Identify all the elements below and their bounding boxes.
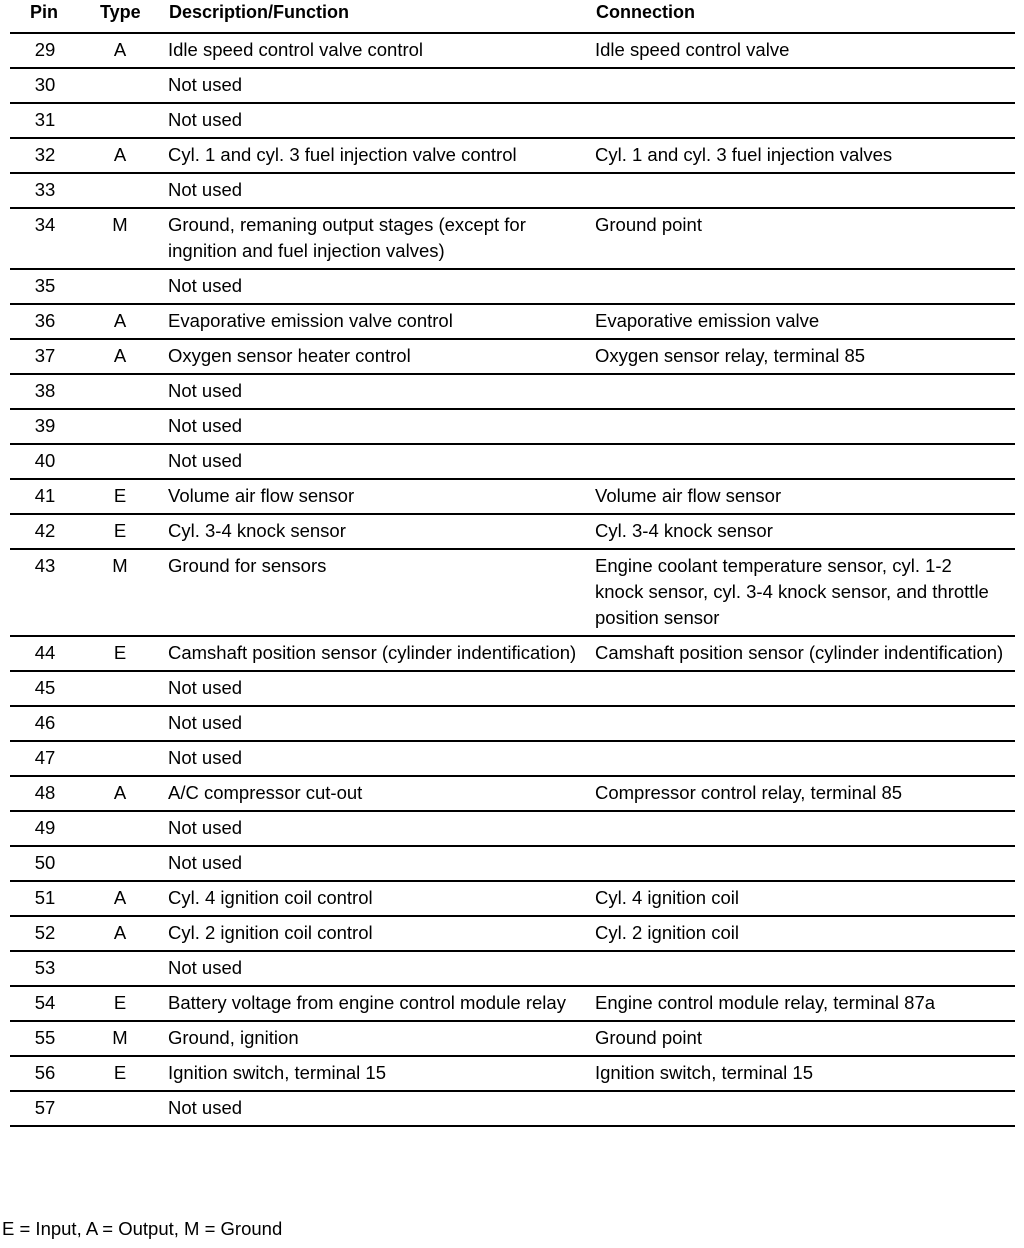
connection-cell <box>586 413 1015 439</box>
table-header <box>0 0 1024 32</box>
type-cell <box>80 850 160 876</box>
table-row <box>10 707 1015 742</box>
type-cell: E <box>113 520 127 541</box>
table-row <box>10 637 1015 672</box>
description-cell: Not used <box>168 179 243 200</box>
description-cell: Ignition switch, terminal 15 <box>168 1062 386 1083</box>
description-cell: Not used <box>168 1097 243 1118</box>
connection-cell: Volume air flow sensor <box>595 485 782 506</box>
connection-cell <box>586 273 1015 299</box>
pin-cell: 53 <box>34 957 56 978</box>
pin-cell: 31 <box>34 109 56 130</box>
table-row <box>10 174 1015 209</box>
connection-cell: Cyl. 1 and cyl. 3 fuel injection valves <box>595 144 893 165</box>
connection-cell: Cyl. 4 ignition coil <box>595 887 739 908</box>
type-cell <box>80 177 160 203</box>
connection-cell <box>586 107 1015 133</box>
pin-cell: 37 <box>34 345 56 366</box>
description-cell: Not used <box>168 109 243 130</box>
type-cell: A <box>113 345 127 366</box>
table-row <box>10 672 1015 707</box>
pin-cell: 29 <box>34 39 56 60</box>
table-row <box>10 515 1015 550</box>
connection-cell <box>586 448 1015 474</box>
table-row <box>10 139 1015 174</box>
type-cell <box>80 107 160 133</box>
table-row <box>10 69 1015 104</box>
description-cell: Ground, remaning output stages (except for ingnition and fuel injection valves) <box>168 214 526 261</box>
type-cell <box>80 72 160 98</box>
type-cell: E <box>113 992 127 1013</box>
pin-cell: 51 <box>34 887 56 908</box>
type-cell <box>80 1095 160 1121</box>
description-cell: Not used <box>168 712 243 733</box>
description-cell: Not used <box>168 852 243 873</box>
connection-cell: Ground point <box>595 214 702 235</box>
pin-cell: 50 <box>34 852 56 873</box>
type-cell: A <box>113 144 127 165</box>
table-row <box>10 1092 1015 1127</box>
type-cell <box>80 710 160 736</box>
pin-cell: 52 <box>34 922 56 943</box>
description-cell: Not used <box>168 747 243 768</box>
table-row <box>10 1022 1015 1057</box>
connection-cell <box>586 850 1015 876</box>
pin-cell: 40 <box>34 450 56 471</box>
description-cell: Not used <box>168 380 243 401</box>
table-row <box>10 550 1015 637</box>
connection-cell <box>586 815 1015 841</box>
pin-cell: 49 <box>34 817 56 838</box>
description-cell: Not used <box>168 817 243 838</box>
pin-cell: 36 <box>34 310 56 331</box>
header-connection: Connection <box>596 2 695 22</box>
table-row <box>10 410 1015 445</box>
description-cell: A/C compressor cut-out <box>168 782 363 803</box>
type-cell <box>80 448 160 474</box>
description-cell: Ground for sensors <box>168 555 327 576</box>
header-pin: Pin <box>30 2 59 22</box>
connection-cell: Camshaft position sensor (cylinder indentification) <box>595 642 1004 663</box>
table-row <box>10 987 1015 1022</box>
table-row <box>10 104 1015 139</box>
table-row <box>10 305 1015 340</box>
description-cell: Not used <box>168 450 243 471</box>
connection-cell <box>586 955 1015 981</box>
pin-cell: 44 <box>34 642 56 663</box>
table-row <box>10 340 1015 375</box>
type-cell <box>80 955 160 981</box>
pin-table <box>10 32 1015 1127</box>
description-cell: Not used <box>168 677 243 698</box>
description-cell: Battery voltage from engine control module relay <box>168 992 566 1013</box>
pin-cell: 41 <box>34 485 56 506</box>
pin-cell: 42 <box>34 520 56 541</box>
description-cell: Volume air flow sensor <box>168 485 355 506</box>
description-cell: Evaporative emission valve control <box>168 310 453 331</box>
table-row <box>10 480 1015 515</box>
connection-cell: Engine coolant temperature sensor, cyl. 1-2 knock sensor, cyl. 3-4 knock sensor, and throttle position sensor <box>595 555 989 628</box>
pin-cell: 33 <box>34 179 56 200</box>
description-cell: Not used <box>168 415 243 436</box>
header-description: Description/Function <box>169 2 349 22</box>
table-row <box>10 917 1015 952</box>
pin-cell: 30 <box>34 74 56 95</box>
connection-cell: Ignition switch, terminal 15 <box>595 1062 813 1083</box>
type-cell: M <box>112 214 128 235</box>
header-type: Type <box>100 2 141 22</box>
pin-cell: 54 <box>34 992 56 1013</box>
type-cell <box>80 675 160 701</box>
table-row <box>10 1057 1015 1092</box>
type-cell: E <box>113 642 127 663</box>
description-cell: Not used <box>168 957 243 978</box>
connection-cell <box>586 675 1015 701</box>
description-cell: Not used <box>168 275 243 296</box>
table-row <box>10 812 1015 847</box>
pin-cell: 57 <box>34 1097 56 1118</box>
description-cell: Ground, ignition <box>168 1027 299 1048</box>
type-cell <box>80 745 160 771</box>
table-row <box>10 270 1015 305</box>
connection-cell: Cyl. 2 ignition coil <box>595 922 739 943</box>
pin-cell: 39 <box>34 415 56 436</box>
pin-cell: 48 <box>34 782 56 803</box>
description-cell: Cyl. 3-4 knock sensor <box>168 520 346 541</box>
pin-cell: 35 <box>34 275 56 296</box>
connection-cell: Engine control module relay, terminal 87a <box>595 992 936 1013</box>
description-cell: Camshaft position sensor (cylinder indentification) <box>168 642 577 663</box>
connection-cell: Oxygen sensor relay, terminal 85 <box>595 345 866 366</box>
pin-cell: 55 <box>34 1027 56 1048</box>
type-cell <box>80 413 160 439</box>
description-cell: Cyl. 1 and cyl. 3 fuel injection valve control <box>168 144 517 165</box>
table-row <box>10 952 1015 987</box>
pin-cell: 56 <box>34 1062 56 1083</box>
connection-cell: Evaporative emission valve <box>595 310 820 331</box>
description-cell: Cyl. 4 ignition coil control <box>168 887 373 908</box>
table-row <box>10 847 1015 882</box>
connection-cell <box>586 710 1015 736</box>
type-cell <box>80 273 160 299</box>
type-cell: E <box>113 1062 127 1083</box>
table-row <box>10 777 1015 812</box>
pin-cell: 43 <box>34 555 56 576</box>
connection-cell: Cyl. 3-4 knock sensor <box>595 520 773 541</box>
pin-cell: 46 <box>34 712 56 733</box>
connection-cell: Idle speed control valve <box>595 39 790 60</box>
type-cell <box>80 378 160 404</box>
connection-cell: Compressor control relay, terminal 85 <box>595 782 903 803</box>
type-cell: A <box>113 310 127 331</box>
pin-cell: 47 <box>34 747 56 768</box>
type-cell: E <box>113 485 127 506</box>
table-row <box>10 375 1015 410</box>
connection-cell <box>586 745 1015 771</box>
table-row <box>10 742 1015 777</box>
description-cell: Cyl. 2 ignition coil control <box>168 922 373 943</box>
type-cell: M <box>112 1027 128 1048</box>
connection-cell <box>586 177 1015 203</box>
table-row <box>10 882 1015 917</box>
connection-cell <box>586 1095 1015 1121</box>
type-cell: M <box>112 555 128 576</box>
type-cell: A <box>113 887 127 908</box>
pin-cell: 45 <box>34 677 56 698</box>
connection-cell: Ground point <box>595 1027 702 1048</box>
table-row <box>10 34 1015 69</box>
type-cell: A <box>113 922 127 943</box>
description-cell: Idle speed control valve control <box>168 39 424 60</box>
type-cell <box>80 815 160 841</box>
pin-cell: 34 <box>34 214 56 235</box>
pin-cell: 32 <box>34 144 56 165</box>
pin-cell: 38 <box>34 380 56 401</box>
description-cell: Not used <box>168 74 243 95</box>
description-cell: Oxygen sensor heater control <box>168 345 411 366</box>
table-row <box>10 445 1015 480</box>
connection-cell <box>586 72 1015 98</box>
type-cell: A <box>113 39 127 60</box>
type-cell: A <box>113 782 127 803</box>
connection-cell <box>586 378 1015 404</box>
footnote: E = Input, A = Output, M = Ground <box>2 1218 283 1239</box>
table-row <box>10 209 1015 270</box>
